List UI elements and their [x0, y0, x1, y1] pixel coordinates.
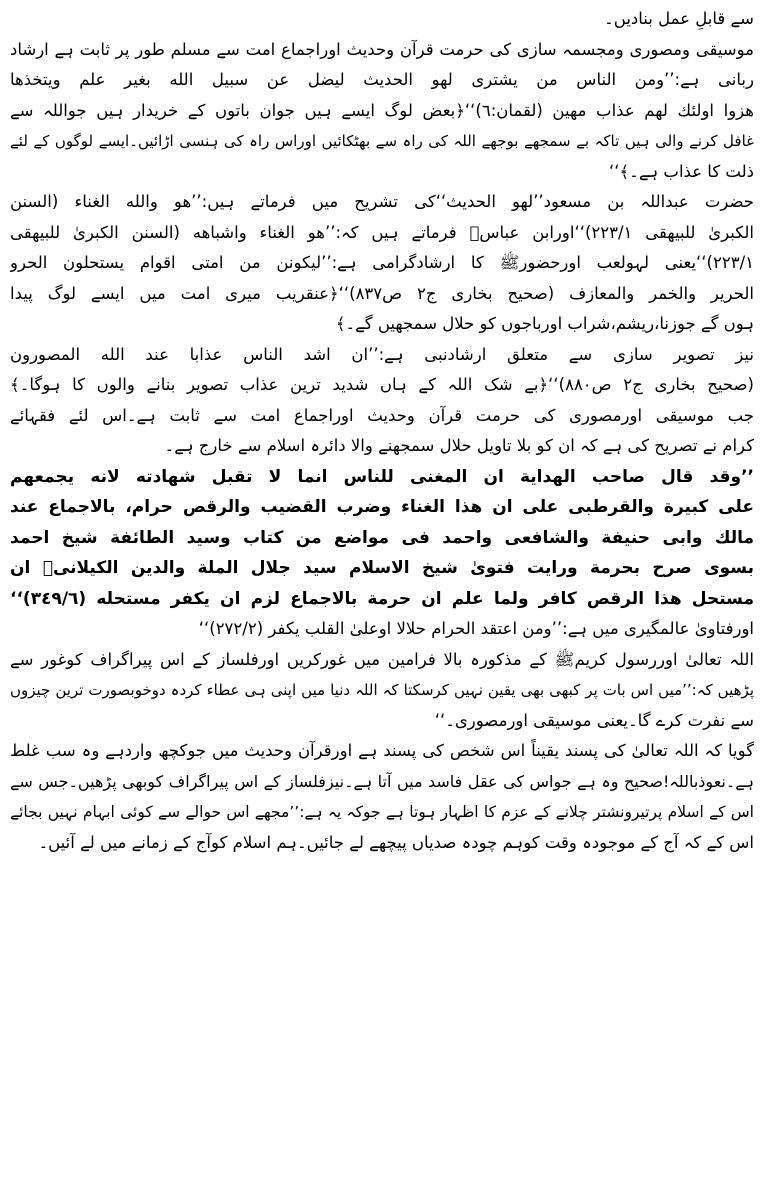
text-line-18: مالك وابى حنيفة والشافعى واحمد فى مواضع من كتاب وسيد الطائفة شيخ احمد: [10, 527, 754, 548]
text-line-16: ’’وقد قال صاحب الهداية ان المغنى للناس انما لا تقبل شهادته لانه يجمعهم: [10, 466, 754, 487]
text-line-26: ہے۔نعوذباللہ!صحیح وہ ہے جواس کی عقل فاسد میں آتا ہے۔نیزفلساز کے اس پیراگراف کوبھی پڑھیں۔جس سے: [10, 771, 754, 791]
text-line-20: مستحل هذا الرقص كافر ولما علم ان حرمة بالاجماع لزم ان يكفر مستحله (٣٤٩/٦)‘‘: [10, 588, 754, 609]
text-line-22: اللہ تعالیٰ اوررسول کریمﷺ کے مذکورہ بالا فرامین میں غورکریں اورفلساز کے اس پیراگراف کوغور سے: [10, 649, 754, 669]
text-line-8: الكبرىٰ للبيهقى ٢٢٣/١)‘‘اورابن عباسؓ فرماتے ہیں کہ:’’هو الغناء واشباهه (السنن الكبرىٰ للبيهقى: [10, 222, 754, 242]
text-line-2: موسیقی ومصوری ومجسمہ سازی کی حرمت قرآن وحدیث اوراجماع امت سے مسلم طور پر ثابت ہے ارشاد: [10, 39, 754, 59]
text-line-11: ہوں گے جوزنا،ریشم،شراب اورباجوں کو حلال سمجھیں گے۔﴾: [335, 314, 754, 333]
text-line-23: پڑھیں کہ:’’میں اس بات پر کبھی بھی یقین نہیں کرسکتا کہ اللہ دنیا میں اپنی ہی عطاء کردہ دوخوبصورت ترین چیزوں: [10, 681, 754, 699]
text-line-6: ذلت کا عذاب ہے۔﴾‘‘: [609, 161, 754, 181]
text-line-5: غافل کرنے والی ہیں تاکہ بے سمجھے بوجھے اللہ کی راہ سے بھٹکائیں اوراس راہ کی ہنسی اڑائیں۔ایسے لوگوں کے لئے: [10, 132, 754, 150]
text-line-21: اورفتاویٰ عالمگیری میں ہے:’’ومن اعتقد الحرام حلالا اوعلىٰ القلب يكفر (٢٧٢/٢)‘‘: [198, 619, 754, 638]
text-line-4: هزوا اولئك لهم عذاب مهين (لقمان:٦)‘‘﴿بعض لوگ ایسے ہیں جوان باتوں کے خریدار ہیں جواللہ سے: [10, 100, 754, 120]
text-line-19: بسوى صرح بحرمة ورايت فتوىٰ شيخ الاسلام سيد جلال الملة والدين الكيلانىؒ ان: [10, 558, 754, 578]
text-line-25: گویا کہ اللہ تعالیٰ کی پسند یقیناً اس شخص کی پسند ہے اورقرآن وحدیث میں جوکچھ واردہے وہ سب غلط: [10, 741, 754, 760]
text-line-14: جب موسیقی اورمصوری کی حرمت قرآن وحدیث اوراجماع امت سے ثابت ہے۔اس لئے فقہائے: [10, 405, 754, 425]
text-line-3: ربانی ہے:’’ومن الناس من يشترى لهو الحديث ليضل عن سبيل الله بغير علم ويتخذها: [10, 70, 754, 89]
text-line-27: اس کے اسلام پرتیرونشتر چلانے کے عزم کا اظہار ہوتا ہے جوکہ یہ ہے:’’مجھے اس حوالے سے کوئی ابہام نہیں بجائے: [10, 803, 754, 821]
text-line-17: على كبيرة والقرطبى على ان هذا الغناء وضرب القضيب والرقص حرام، بالاجماع عند: [10, 497, 754, 517]
text-line-13: (صحيح بخارى ج٢ ص٨٨٠)‘‘﴿بے شک اللہ کے ہاں شدید ترین عذاب تصویر بنانے والوں کا ہوگا۔﴾: [10, 375, 754, 394]
text-line-24: سے نفرت کرے گا۔یعنی موسیقی اورمصوری۔‘‘: [434, 710, 754, 730]
text-line-10: الحرير والخمر والمعازف (صحيح بخارى ج٢ ص٨٣٧)‘‘﴿عنقریب میری امت میں ایسے لوگ پیدا: [10, 283, 754, 303]
text-line-9: ٢٢٣/١)‘‘یعنی لہولعب اورحضورﷺ کا ارشادگرامی ہے:’’ليكونن من امتى اقوام يستحلون الحرو: [10, 253, 754, 272]
text-line-28: اس کے کہ آج کے موجودہ وقت کوہم چودہ صدیاں پیچھے لے جائیں۔ہم اسلام کوآج کے زمانے میں لے آئیں۔: [38, 832, 754, 852]
text-line-15: کرام نے تصریح کی ہے کہ ان کو بلا تاویل حلال سمجھنے والا دائرہ اسلام سے خارج ہے۔: [164, 436, 754, 455]
text-line-12: نیز تصویر سازی سے متعلق ارشادنبی ہے:’’ان اشد الناس عذابا عند الله المصورون: [10, 344, 754, 364]
text-line-7: حضرت عبداللہ بن مسعود’’لهو الحديث‘‘کی تشریح میں فرماتے ہیں:’’هو والله الغناء (السنن: [10, 192, 754, 211]
text-line-1: سے قابلِ عمل بنادیں۔: [604, 9, 754, 28]
